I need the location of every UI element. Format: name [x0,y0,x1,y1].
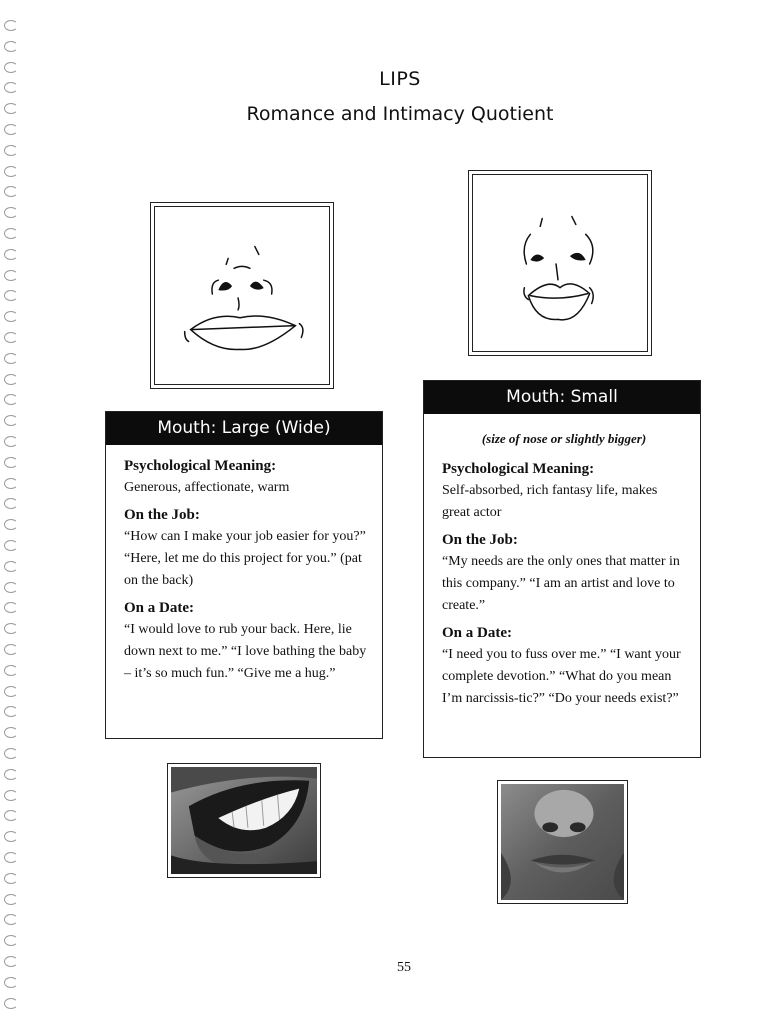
large-psych-text: Generous, affectionate, warm [124,480,290,495]
large-mouth-drawing [155,207,329,384]
spiral-ring [4,790,18,801]
spiral-ring [4,415,18,426]
spiral-ring [4,665,18,676]
card-small-mouth [423,380,701,758]
spiral-ring [4,436,18,447]
spiral-ring [4,810,18,821]
small-mouth-photo-image [501,784,624,900]
small-job-text: “My needs are the only ones that matter in this company.” “I am an artist and love to create.” [442,554,680,613]
spiral-ring [4,124,18,135]
spiral-ring [4,873,18,884]
small-note: (size of nose or slightly bigger) [481,431,647,446]
card-small-heading: Mouth: Small [424,381,700,414]
spiral-ring [4,145,18,156]
card-large-mouth [105,411,383,739]
page-subtitle: Romance and Intimacy Quotient [246,103,554,125]
spiral-ring [4,561,18,572]
page-title: LIPS [379,68,421,90]
spiral-ring [4,686,18,697]
spiral-ring [4,582,18,593]
spiral-ring [4,769,18,780]
page-number: 55 [397,960,411,975]
spiral-ring [4,727,18,738]
spiral-ring [4,249,18,260]
small-date-text: “I need you to fuss over me.” “I want your complete devotion.” “What do you mean I’m narcissis-tic?” “Do your needs exist?” [442,647,681,706]
spiral-ring [4,623,18,634]
spiral-ring [4,270,18,281]
spiral-ring [4,186,18,197]
small-psych-label: Psychological Meaning: [442,461,595,477]
spiral-ring [4,977,18,988]
spiral-ring [4,478,18,489]
spiral-ring [4,394,18,405]
spiral-ring [4,290,18,301]
small-date-label: On a Date: [442,625,512,641]
spiral-ring [4,228,18,239]
small-mouth-drawing-frame [468,170,652,356]
spiral-ring [4,935,18,946]
spiral-ring [4,602,18,613]
spiral-ring [4,706,18,717]
large-date-label: On a Date: [124,600,194,616]
large-job-label: On the Job: [124,507,200,523]
spiral-ring [4,498,18,509]
spiral-ring [4,831,18,842]
spiral-ring [4,998,18,1009]
card-large-heading: Mouth: Large (Wide) [106,412,382,445]
spiral-ring [4,207,18,218]
small-job-label: On the Job: [442,532,518,548]
large-date-text: “I would love to rub your back. Here, lie down next to me.” “I love bathing the baby – it’s so much fun.” “Give me a hug.” [124,622,367,681]
large-job-text: “How can I make your job easier for you?” “Here, let me do this project for you.” (pat on the back) [124,529,366,588]
spiral-binding [0,20,26,1020]
spiral-ring [4,20,18,31]
spiral-ring [4,311,18,322]
spiral-ring [4,457,18,468]
spiral-ring [4,894,18,905]
spiral-ring [4,748,18,759]
spiral-ring [4,166,18,177]
spiral-ring [4,353,18,364]
spiral-ring [4,540,18,551]
large-mouth-drawing-frame [150,202,334,389]
large-psych-label: Psychological Meaning: [124,458,277,474]
spiral-ring [4,41,18,52]
spiral-ring [4,519,18,530]
small-mouth-photo [497,780,628,904]
spiral-ring [4,914,18,925]
spiral-ring [4,644,18,655]
large-mouth-photo-image [171,767,317,874]
spiral-ring [4,374,18,385]
spiral-ring [4,332,18,343]
spiral-ring [4,852,18,863]
small-psych-text: Self-absorbed, rich fantasy life, makes great actor [442,483,658,520]
large-mouth-photo [167,763,321,878]
small-mouth-drawing [473,175,647,351]
